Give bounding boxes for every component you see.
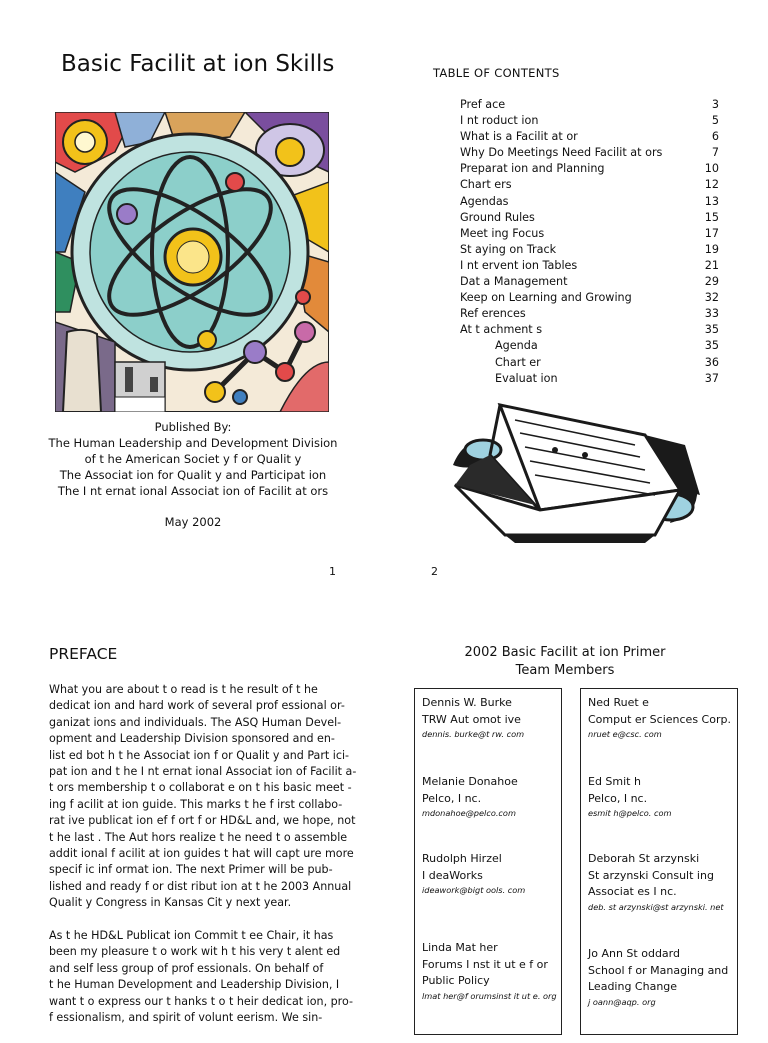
toc-entry-label: What is a Facilit at or [460,130,578,144]
publication-date: May 2002 [164,515,222,529]
member-email: dennis. burke@t rw. com [422,729,525,740]
preface-line: dedicat ion and hard work of several prof essional or- [49,699,345,713]
preface-line: pat ion and t he I nt ernat ional Associat ion of Facilit a- [49,765,357,779]
member-affiliation: Leading Change [588,980,678,994]
member-name: Jo Ann St oddard [588,947,680,960]
member-name: Dennis W. Burke [422,696,512,709]
toc-entry-page: 10 [704,162,719,176]
preface-paragraph [49,928,353,1026]
toc-entry-page: 29 [704,275,719,289]
toc-entry-label: I nt ervent ion Tables [460,258,578,272]
toc-entry-page: 37 [704,371,719,385]
toc-entry [440,242,720,258]
toc-entry [440,113,720,129]
member-affiliation: TRW Aut omot ive [422,712,521,726]
preface-line: ing f acilit at ion guide. This marks t he f irst collabo- [49,797,343,811]
toc-entry [440,322,720,338]
toc-entry-label: Evaluat ion [495,371,558,385]
preface-body [49,682,357,1043]
table-of-contents [440,97,720,387]
toc-entry-page: 33 [704,307,719,321]
preface-line: As t he HD&L Publicat ion Commit t ee Chair, it has [49,929,334,943]
toc-entry [440,274,720,290]
toc-entry-label: Why Do Meetings Need Facilit at ors [460,146,663,160]
toc-heading: TABLE OF CONTENTS [433,66,560,80]
member-email: ideawork@bigt ools. com [422,885,526,896]
member-affiliation: I deaWorks [422,868,483,882]
member-name: Melanie Donahoe [422,775,518,788]
team-member [588,695,731,740]
preface-line: t he last . The Aut hors realize t he need t o assemble [49,830,348,844]
member-affiliation: Forums I nst it ut e f or [422,957,548,971]
toc-entry-page: 21 [704,258,719,272]
toc-entry [440,371,720,387]
preface-line: ganizat ions and individuals. The ASQ Human Devel- [49,715,342,729]
toc-entry-label: Keep on Learning and Growing [460,291,632,305]
publisher-line: The Human Leadership and Development Division [48,436,338,450]
publisher-line: of t he American Societ y f or Qualit y [84,452,302,466]
toc-entry [440,290,720,306]
toc-entry-label: At t achment s [460,323,543,337]
preface-line: f essionalism, and spirit of volunt eerism. We sin- [49,1011,323,1025]
preface-line: rat ive publicat ion ef f ort f or HD&L and, we hope, not [49,814,356,828]
member-affiliation: Public Policy [422,974,490,988]
toc-entry [440,306,720,322]
toc-entry-label: Dat a Management [460,275,568,289]
member-affiliation: Associat es I nc. [588,885,677,899]
team-member [422,851,525,896]
member-affiliation: Pelco, I nc. [588,791,648,805]
toc-entry-label: Meet ing Focus [460,226,545,240]
member-name: Deborah St arzynski [588,852,700,865]
toc-entry-page: 32 [704,291,719,305]
member-name: Ed Smit h [588,775,641,788]
publisher-line: The Associat ion for Qualit y and Participat ion [59,468,327,482]
member-affiliation: St arzynski Consult ing [588,868,714,882]
toc-entry-page: 19 [704,242,719,256]
preface-line: opment and Leadership Division sponsored and en- [49,732,335,746]
toc-entry-page: 6 [711,130,719,144]
preface-line: Qualit y Congress in Kansas Cit y next year. [49,896,292,910]
toc-entry-label: Preparat ion and Planning [460,162,605,176]
toc-entry-page: 17 [704,226,719,240]
toc-entry-label: Ref erences [460,307,526,321]
member-email: nruet e@csc. com [588,729,662,740]
toc-entry-page: 5 [711,114,719,128]
preface-line: list ed bot h t he Associat ion f or Qualit y and Part ici- [49,748,350,762]
toc-entry-page: 12 [704,178,719,192]
team-title [420,644,710,680]
toc-entry-label: St aying on Track [460,242,557,256]
preface-line: specif ic inf ormat ion. The next Primer will be pub- [49,863,333,877]
member-email: lmat her@f orumsinst it ut e. org [422,990,557,1001]
toc-entry [440,161,720,177]
toc-entry-label: Agenda [495,339,538,353]
page-number: 2 [431,565,438,578]
published-by-label: Published By: [154,420,232,434]
toc-entry [440,355,720,371]
team-box-left [414,688,562,1035]
toc-entry-page: 35 [704,323,719,337]
toc-entry-label: Pref ace [460,98,506,111]
toc-entry-label: I nt roduct ion [460,114,539,128]
open-book-clipart [445,395,705,545]
preface-line: t ors membership t o collaborat e on t his basic meet - [49,781,352,795]
preface-line: addit ional f acilit at ion guides t hat will capt ure more [49,847,354,861]
toc-entry [440,194,720,210]
toc-entry-page: 35 [704,339,719,353]
team-member [422,695,524,740]
preface-line: been my pleasure t o work wit h t his very t alent ed [49,945,341,959]
team-member [588,851,724,913]
page-title: Basic Facilit at ion Skills [61,51,335,77]
toc-entry-label: Ground Rules [460,210,535,224]
atom-science-clipart [55,112,329,412]
team-title-line1: 2002 Basic Facilit at ion Primer [464,645,666,660]
member-name: Rudolph Hirzel [422,852,502,865]
toc-entry-page: 13 [704,194,719,208]
toc-entry-page: 3 [711,98,719,111]
member-affiliation: Pelco, I nc. [422,791,482,805]
preface-line: and self less group of prof essionals. On behalf of [49,961,324,975]
toc-entry-label: Chart er [495,355,541,369]
publisher-block [40,419,346,499]
member-name: Linda Mat her [422,941,498,954]
preface-line: want t o express our t hanks t o t heir dedicat ion, pro- [49,994,353,1008]
preface-line: What you are about t o read is t he result of t he [49,683,318,696]
toc-entry [440,338,720,354]
member-affiliation: School f or Managing and [588,963,729,977]
team-member [588,774,671,819]
toc-entry-label: Chart ers [460,178,512,192]
toc-entry [440,97,720,113]
member-email: esmit h@pelco. com [588,808,672,819]
team-member [422,774,518,819]
page-number: 1 [329,565,336,578]
member-affiliation: Comput er Sciences Corp. [588,712,731,726]
team-member [422,940,557,1002]
team-member [588,946,728,1008]
team-box-right [580,688,738,1035]
toc-entry [440,210,720,226]
toc-entry-label: Agendas [460,194,509,208]
toc-entry-page: 36 [704,355,719,369]
member-email: mdonahoe@pelco.com [422,808,516,819]
toc-entry [440,226,720,242]
member-name: Ned Ruet e [588,696,649,709]
publisher-line: The I nt ernat ional Associat ion of Facilit at ors [57,484,329,498]
preface-line: t he Human Development and Leadership Division, I [49,978,340,992]
preface-paragraph [49,682,357,912]
member-email: deb. st arzynski@st arzynski. net [588,901,724,912]
toc-entry [440,129,720,145]
team-title-line2: Team Members [515,663,615,678]
toc-entry [440,177,720,193]
member-email: j oann@aqp. org [588,996,656,1007]
preface-line: lished and ready f or dist ribut ion at t he 2003 Annual [49,879,352,893]
preface-heading: PREFACE [49,645,118,663]
toc-entry-page: 15 [704,210,719,224]
toc-entry [440,145,720,161]
toc-entry-page: 7 [711,146,719,160]
toc-entry [440,258,720,274]
